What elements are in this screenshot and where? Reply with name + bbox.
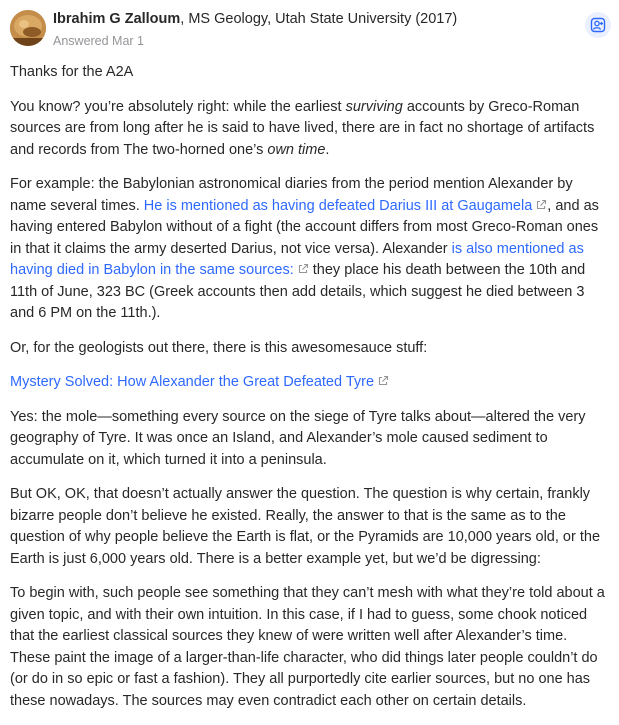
author-credential: , MS Geology, Utah State University (2017)	[180, 11, 458, 27]
external-link-icon	[535, 199, 547, 211]
answer-body	[10, 62, 610, 725]
paragraph: For example: the Babylonian astronomical diaries from the period mention Alexander by name several times. He is mentioned as having defeated Darius III at Gaugamela , and as having entered Babylon without of a fight (the account differs from most Greco-Roman ones in that it claims the army deserted Darius, not vice versa). Alexander is also mentioned as having died in Babylon in the same sources: they place his death between the 10th and 11th of June, 323 BC (Greek accounts then add details, which suggest he died between 3 and 6 PM on the 11th.).	[10, 176, 599, 321]
external-link-icon	[297, 263, 309, 275]
paragraph: Thanks for the A2A	[10, 64, 134, 80]
paragraph: To begin with, such people see something that they can’t mesh with what they’re told about a given topic, and with their own intuition. In this case, if I had to guess, some chook noticed that the earliest classical sources they knew of were written well after Alexander’s time. These paint the image of a larger-than-life character, who did things later people couldn’t do (or do in so epic or fast a fashion). They all purportedly cite earlier sources, but no one has these nowadays. The sources may even contradict each other on certain details.	[10, 585, 605, 709]
answer-header	[10, 8, 610, 52]
babylon-death-link[interactable]: is also mentioned as having died in Babylon in the same sources:	[10, 240, 584, 278]
paragraph: Or, for the geologists out there, there is this awesomesauce stuff:	[10, 339, 428, 356]
author-name[interactable]: Ibrahim G Zalloum	[53, 11, 181, 27]
external-link-icon	[377, 375, 389, 387]
gaugamela-link[interactable]: He is mentioned as having defeated Darius III at Gaugamela	[143, 197, 533, 214]
paragraph: But OK, OK, that doesn’t actually answer the question. The question is why certain, frankly bizarre people don’t believe he existed. Really, the answer to that is the same as to the question of why people believe the Earth is flat, or the Pyramids are 10,000 years old, or the Earth is just 6,000 years old. There is a better example yet, but we’d be digressing:	[10, 486, 601, 567]
tyre-article-link[interactable]: Mystery Solved: How Alexander the Great Defeated Tyre	[10, 374, 375, 390]
author-avatar[interactable]	[10, 10, 46, 46]
profile-photo-icon	[10, 10, 46, 46]
follow-user-icon	[590, 17, 606, 33]
author-line	[53, 11, 457, 27]
paragraph	[10, 372, 610, 394]
paragraph: Yes: the mole—something every source on the siege of Tyre talks about—altered the very geography of Tyre. It was once an Island, and Alexander’s mole caused sediment to accumulate on it, which turned it into a peninsula.	[10, 408, 586, 468]
paragraph: You know? you’re absolutely right: while the earliest surviving accounts by Greco-Roman sources are from long after he is said to have lived, there are in fact no shortage of artifacts and records from The two-horned one’s own time.	[10, 98, 595, 158]
answered-date[interactable]: Answered Mar 1	[53, 34, 145, 48]
follow-button[interactable]	[585, 12, 611, 38]
